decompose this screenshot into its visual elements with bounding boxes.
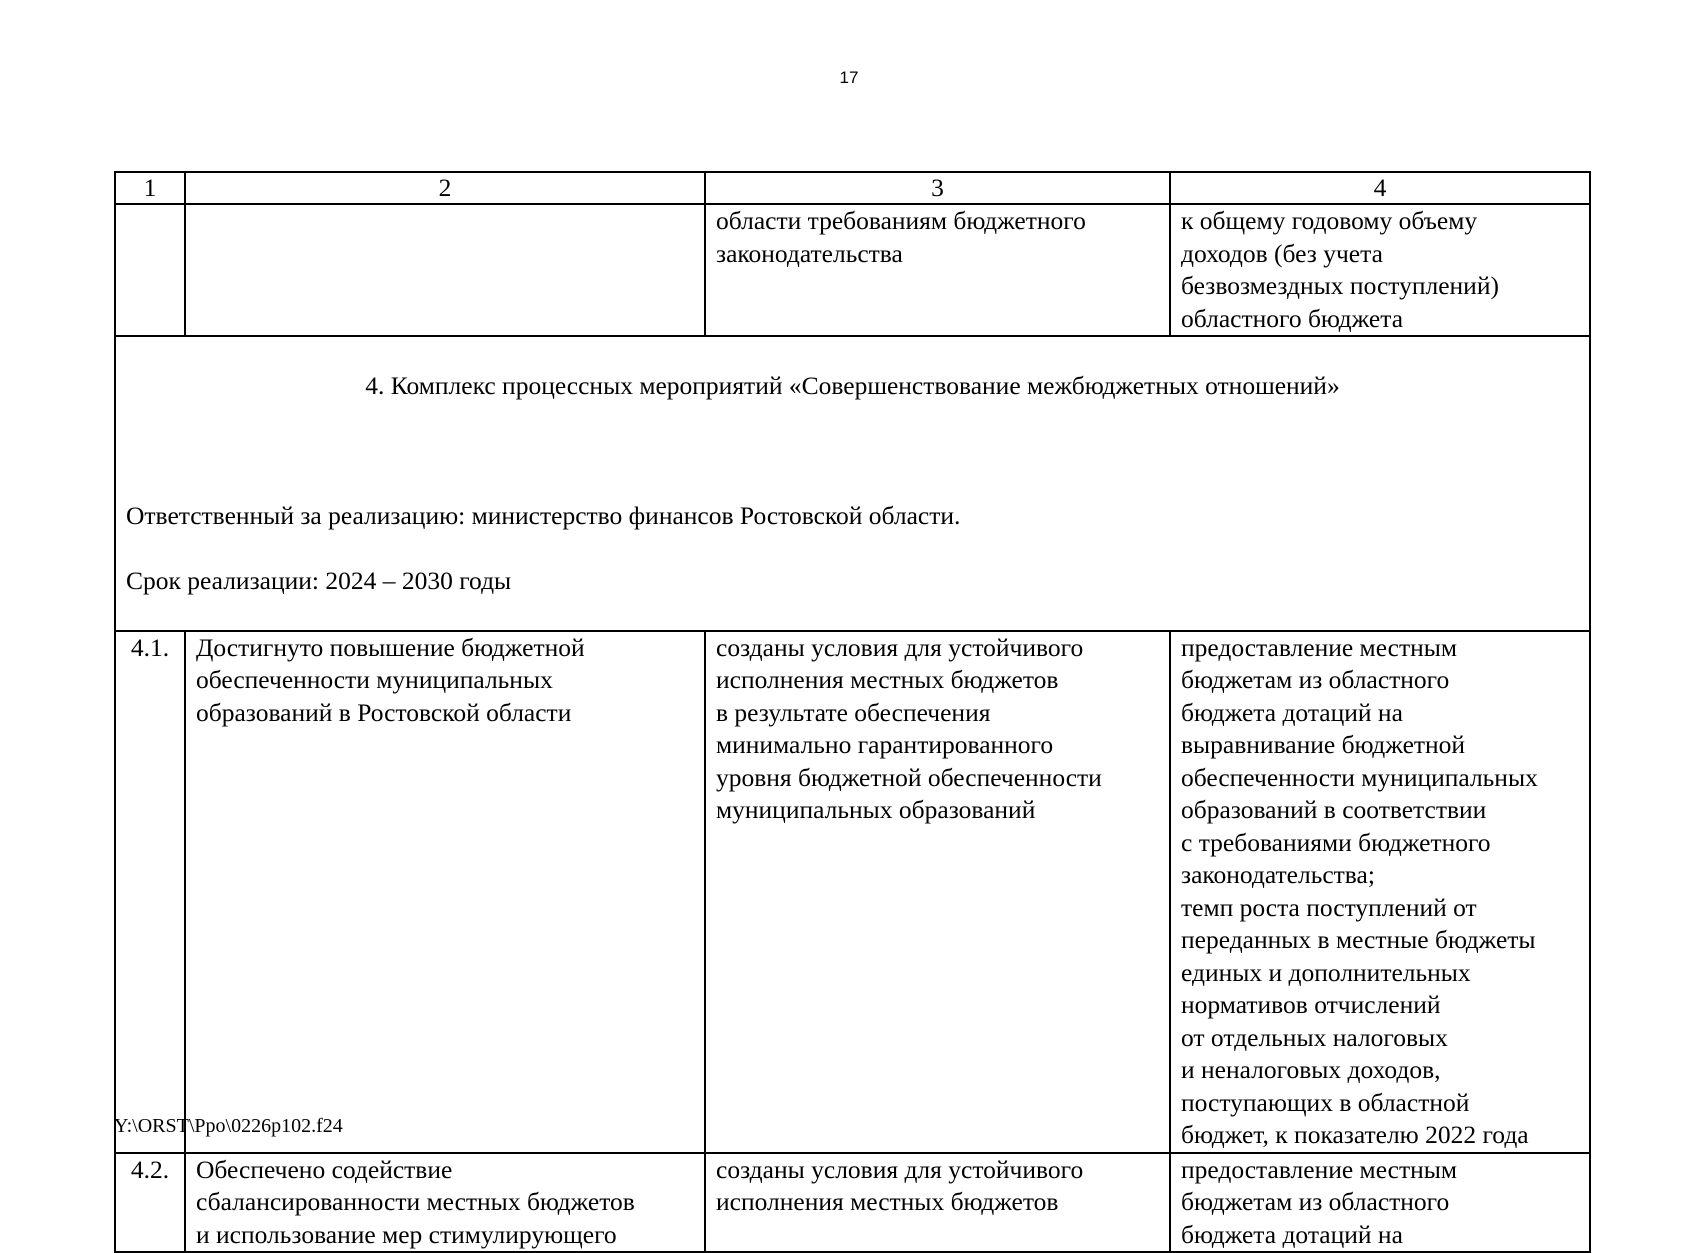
row-number-cell: 4.2. [115, 1153, 185, 1253]
row-number-cell: 4.1. [115, 631, 185, 1153]
section-period: Срок реализации: 2024 – 2030 годы [126, 565, 512, 595]
table-row [115, 631, 1590, 1153]
row-indicator-cell: предоставление местным бюджетам из областного бюджета дотаций на выравнивание бюджетной обеспеченности муниципальных образований в соответствии с требованиями бюджетного законодательства; темп роста поступлений от переданных в местные бюджеты единых и дополнительных нормативов отчислений от отдельных налоговых и неналоговых доходов, поступающих в областной бюджет, к показателю 2022 года [1170, 631, 1590, 1153]
continuation-task-cell [185, 204, 705, 336]
section-row [115, 336, 1590, 631]
header-cell-4: 4 [1170, 172, 1590, 204]
section-responsible: Ответственный за реализацию: министерство финансов Ростовской области. [126, 500, 961, 530]
table-row-continuation [115, 204, 1590, 336]
footer-file-path: Y:\ORST\Ppo\0226p102.f24 [114, 1115, 343, 1137]
table-header-row [115, 172, 1590, 204]
section-title: 4. Комплекс процессных мероприятий «Совершенствование межбюджетных отношений» [365, 370, 1340, 400]
table-row [115, 1153, 1590, 1253]
continuation-indicator-cell: к общему годовому объему доходов (без учета безвозмездных поступлений) областного бюджета [1170, 204, 1590, 336]
row-result-cell: созданы условия для устойчивого исполнения местных бюджетов [705, 1153, 1170, 1253]
continuation-num-cell [115, 204, 185, 336]
header-cell-2: 2 [185, 172, 705, 204]
row-result-cell: созданы условия для устойчивого исполнения местных бюджетов в результате обеспечения минимально гарантированного уровня бюджетной обеспеченности муниципальных образований [705, 631, 1170, 1153]
header-cell-3: 3 [705, 172, 1170, 204]
continuation-result-cell: области требованиям бюджетного законодательства [705, 204, 1170, 336]
page-number: 17 [839, 68, 859, 87]
row-task-cell: Обеспечено содействие сбалансированности местных бюджетов и использование мер стимулирующего [185, 1153, 705, 1253]
section-cell [115, 336, 1590, 631]
document-table [114, 171, 1591, 1253]
row-task-cell: Достигнуто повышение бюджетной обеспеченности муниципальных образований в Ростовской области [185, 631, 705, 1153]
section-spacer [126, 435, 1579, 468]
header-cell-1: 1 [115, 172, 185, 204]
row-indicator-cell: предоставление местным бюджетам из областного бюджета дотаций на [1170, 1153, 1590, 1253]
